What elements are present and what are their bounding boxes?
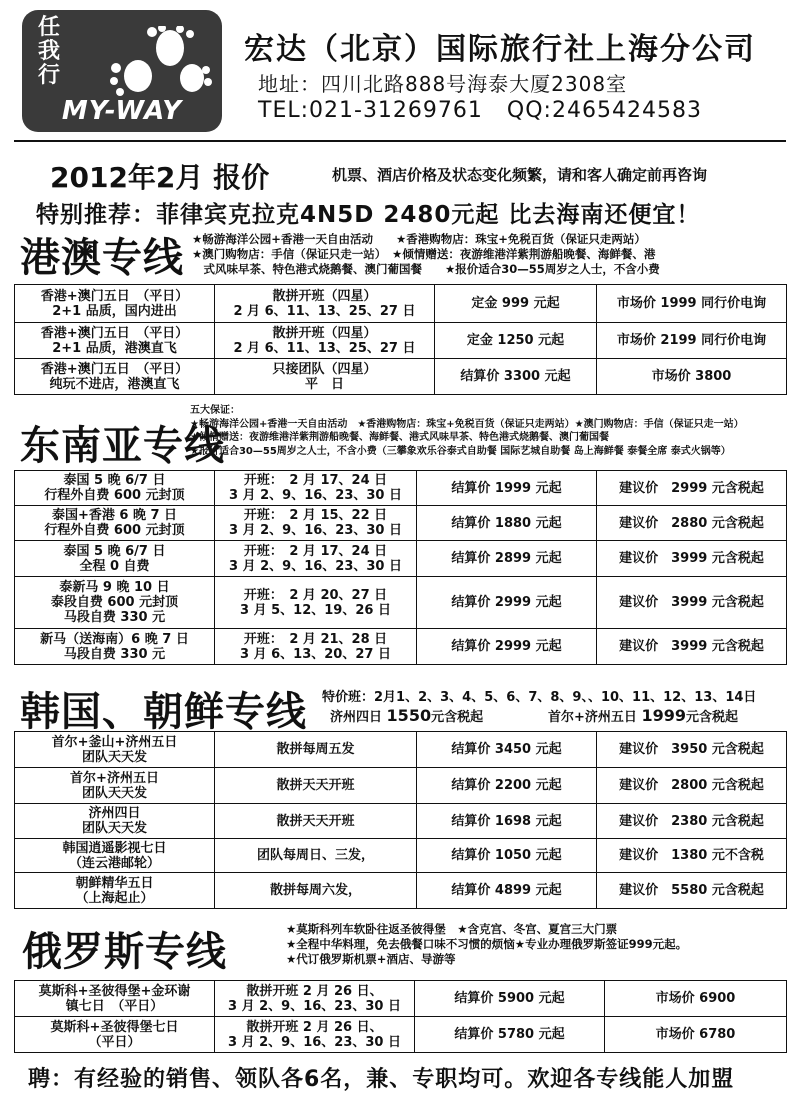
telephone: TEL:021-31269761 — [258, 98, 483, 123]
settle-price-cell: 结算价 3300 元起 — [435, 359, 597, 395]
table-row — [15, 285, 787, 323]
settle-price-cell: 结算价 1050 元起 — [417, 839, 597, 873]
table-row — [15, 732, 787, 768]
settle-price-cell: 定金 999 元起 — [435, 285, 597, 323]
table-row — [15, 768, 787, 804]
settle-price-cell: 定金 1250 元起 — [435, 323, 597, 359]
table-row — [15, 577, 787, 629]
route-name-cell: 泰国 5 晚 6/7 日 行程外自费 600 元封顶 — [15, 471, 215, 506]
table-row — [15, 323, 787, 359]
table-row — [15, 839, 787, 873]
departure-cell: 散拼天天开班 — [215, 804, 417, 839]
market-price-cell: 建议价 5580 元含税起 — [597, 873, 787, 909]
table-sea — [14, 470, 787, 665]
table-row — [15, 981, 787, 1017]
market-price-cell: 市场价 3800 — [597, 359, 787, 395]
departure-cell: 开班： 2 月 20、27 日 3 月 5、12、19、26 日 — [215, 577, 417, 629]
settle-price-cell: 结算价 2999 元起 — [417, 577, 597, 629]
settle-price-cell: 结算价 2200 元起 — [417, 768, 597, 804]
table-row — [15, 873, 787, 909]
features-sea: 五大保证： ★畅游海洋公园+香港一天自由活动 ★香港购物店：珠宝+免税百货（保证只走两站）★澳门购物店：手信（保证只走一站） ★倾情赠送：夜游维港洋紫荆游船晚餐、海鲜餐、港式风味早茶、特色港式烧鹅餐、澳门葡国餐 ★报价适合30—55周岁之人士，不含小费（三攀象欢乐谷泰式自助餐 国际艺城自助餐 岛上海鲜餐 泰餐全席 泰式火锅等） — [190, 405, 744, 457]
market-price-cell: 建议价 3999 元含税起 — [597, 577, 787, 629]
table-row — [15, 541, 787, 577]
footprints-icon — [100, 26, 212, 98]
departure-cell: 开班： 2 月 17、24 日 3 月 2、9、16、23、30 日 — [215, 541, 417, 577]
features-russia: ★莫斯科列车软卧往返圣彼得堡 ★含克宫、冬宫、夏宫三大门票 ★全程中华料理，免去俄餐口味不习惯的烦恼★专业办理俄罗斯签证999元起。 ★代订俄罗斯机票+酒店、导游等 — [286, 922, 688, 966]
route-name-cell: 香港+澳门五日 （平日） 2+1 品质，国内进出 — [15, 285, 215, 323]
recruitment-footer: 聘：有经验的销售、领队各6名，兼、专职均可。欢迎各专线能人加盟 — [28, 1067, 735, 1092]
route-name-cell: 新马（送海南）6 晚 7 日 马段自费 330 元 — [15, 629, 215, 665]
settle-price-cell: 结算价 5780 元起 — [415, 1017, 605, 1053]
table-row — [15, 1017, 787, 1053]
qq-number: QQ:2465424583 — [506, 98, 702, 123]
departure-cell: 散拼开班 2 月 26 日、 3 月 2、9、16、23、30 日 — [215, 1017, 415, 1053]
market-price-cell: 市场价 6900 — [605, 981, 787, 1017]
settle-price-cell: 结算价 1999 元起 — [417, 471, 597, 506]
departure-cell: 散拼每周六发， — [215, 873, 417, 909]
departure-cell: 开班： 2 月 17、24 日 3 月 2、9、16、23、30 日 — [215, 471, 417, 506]
settle-price-cell: 结算价 1880 元起 — [417, 506, 597, 541]
table-row — [15, 471, 787, 506]
settle-price-cell: 结算价 1698 元起 — [417, 804, 597, 839]
settle-price-cell: 结算价 3450 元起 — [417, 732, 597, 768]
route-name-cell: 首尔+济州五日 团队天天发 — [15, 768, 215, 804]
special-dates: 特价班：2月1、2、3、4、5、6、7、8、9、、10、11、12、13、14日 — [322, 690, 757, 705]
section-title-russia: 俄罗斯专线 — [22, 928, 227, 975]
special-seoul-jeju: 首尔+济州五日 1999元含税起 — [548, 706, 738, 725]
settle-price-cell: 结算价 4899 元起 — [417, 873, 597, 909]
market-price-cell: 建议价 2880 元含税起 — [597, 506, 787, 541]
market-price-cell: 建议价 2800 元含税起 — [597, 768, 787, 804]
settle-price-cell: 结算价 2999 元起 — [417, 629, 597, 665]
section-title-korea: 韩国、朝鲜专线 — [20, 688, 307, 735]
contact-line — [258, 98, 702, 123]
market-price-cell: 建议价 3950 元含税起 — [597, 732, 787, 768]
market-price-cell: 建议价 2999 元含税起 — [597, 471, 787, 506]
route-name-cell: 朝鲜精华五日 （上海起止） — [15, 873, 215, 909]
route-name-cell: 莫斯科+圣彼得堡+金环谢 镇七日 （平日） — [15, 981, 215, 1017]
market-price-cell: 建议价 3999 元含税起 — [597, 541, 787, 577]
table-row — [15, 506, 787, 541]
table-hk-macau — [14, 284, 787, 395]
departure-cell: 散拼开班 2 月 26 日、 3 月 2、9、16、23、30 日 — [215, 981, 415, 1017]
departure-cell: 开班： 2 月 21、28 日 3 月 6、13、20、27 日 — [215, 629, 417, 665]
route-name-cell: 泰国+香港 6 晚 7 日 行程外自费 600 元封顶 — [15, 506, 215, 541]
company-address: 地址：四川北路888号海泰大厦2308室 — [258, 72, 628, 96]
table-russia — [14, 980, 787, 1053]
market-price-cell: 市场价 1999 同行价电询 — [597, 285, 787, 323]
market-price-cell: 建议价 3999 元含税起 — [597, 629, 787, 665]
table-row — [15, 629, 787, 665]
route-name-cell: 韩国逍遥影视七日 （连云港邮轮） — [15, 839, 215, 873]
route-name-cell: 香港+澳门五日 （平日） 2+1 品质，港澳直飞 — [15, 323, 215, 359]
headline: 2012年2月 报价 — [50, 161, 270, 194]
special-jeju: 济州四日 1550元含税起 — [330, 706, 484, 725]
company-name: 宏达（北京）国际旅行社上海分公司 — [244, 32, 756, 67]
departure-cell: 散拼开班（四星） 2 月 6、11、13、25、27 日 — [215, 285, 435, 323]
route-name-cell: 泰国 5 晚 6/7 日 全程 0 自费 — [15, 541, 215, 577]
route-name-cell: 莫斯科+圣彼得堡七日 （平日） — [15, 1017, 215, 1053]
features-hk-macau: ★畅游海洋公园+香港一天自由活动 ★香港购物店：珠宝+免税百货（保证只走两站） ★澳门购物店：手信（保证只走一站） ★倾情赠送：夜游维港洋紫荆游船晚餐、海鲜餐、港 式风味早茶、特色港式烧鹅餐、澳门葡国餐 ★报价适合30—55周岁之人士，不含小费 — [192, 232, 660, 276]
logo-text: 任我行 — [38, 15, 61, 88]
departure-cell: 开班： 2 月 15、22 日 3 月 2、9、16、23、30 日 — [215, 506, 417, 541]
promo-banner: 特别推荐：菲律宾克拉克4N5D 2480元起 比去海南还便宜！ — [36, 202, 701, 228]
table-row — [15, 359, 787, 395]
settle-price-cell: 结算价 5900 元起 — [415, 981, 605, 1017]
settle-price-cell: 结算价 2899 元起 — [417, 541, 597, 577]
table-korea — [14, 731, 787, 909]
market-price-cell: 建议价 2380 元含税起 — [597, 804, 787, 839]
market-price-cell: 市场价 2199 同行价电询 — [597, 323, 787, 359]
route-name-cell: 香港+澳门五日 （平日） 纯玩不进店，港澳直飞 — [15, 359, 215, 395]
departure-cell: 散拼开班（四星） 2 月 6、11、13、25、27 日 — [215, 323, 435, 359]
section-title-sea: 东南亚专线 — [20, 422, 225, 469]
departure-cell: 团队每周日、三发， — [215, 839, 417, 873]
departure-cell: 散拼天天开班 — [215, 768, 417, 804]
company-logo — [22, 10, 222, 132]
section-title-hk-macau: 港澳专线 — [20, 234, 184, 281]
headline-note: 机票、酒店价格及状态变化频繁，请和客人确定前再咨询 — [332, 166, 708, 184]
market-price-cell: 市场价 6780 — [605, 1017, 787, 1053]
route-name-cell: 泰新马 9 晚 10 日 泰段自费 600 元封顶 马段自费 330 元 — [15, 577, 215, 629]
table-row — [15, 804, 787, 839]
route-name-cell: 济州四日 团队天天发 — [15, 804, 215, 839]
departure-cell: 只接团队（四星） 平 日 — [215, 359, 435, 395]
route-name-cell: 首尔+釜山+济州五日 团队天天发 — [15, 732, 215, 768]
market-price-cell: 建议价 1380 元不含税 — [597, 839, 787, 873]
logo-brand: MY-WAY — [61, 96, 183, 126]
header-divider — [14, 140, 786, 142]
departure-cell: 散拼每周五发 — [215, 732, 417, 768]
